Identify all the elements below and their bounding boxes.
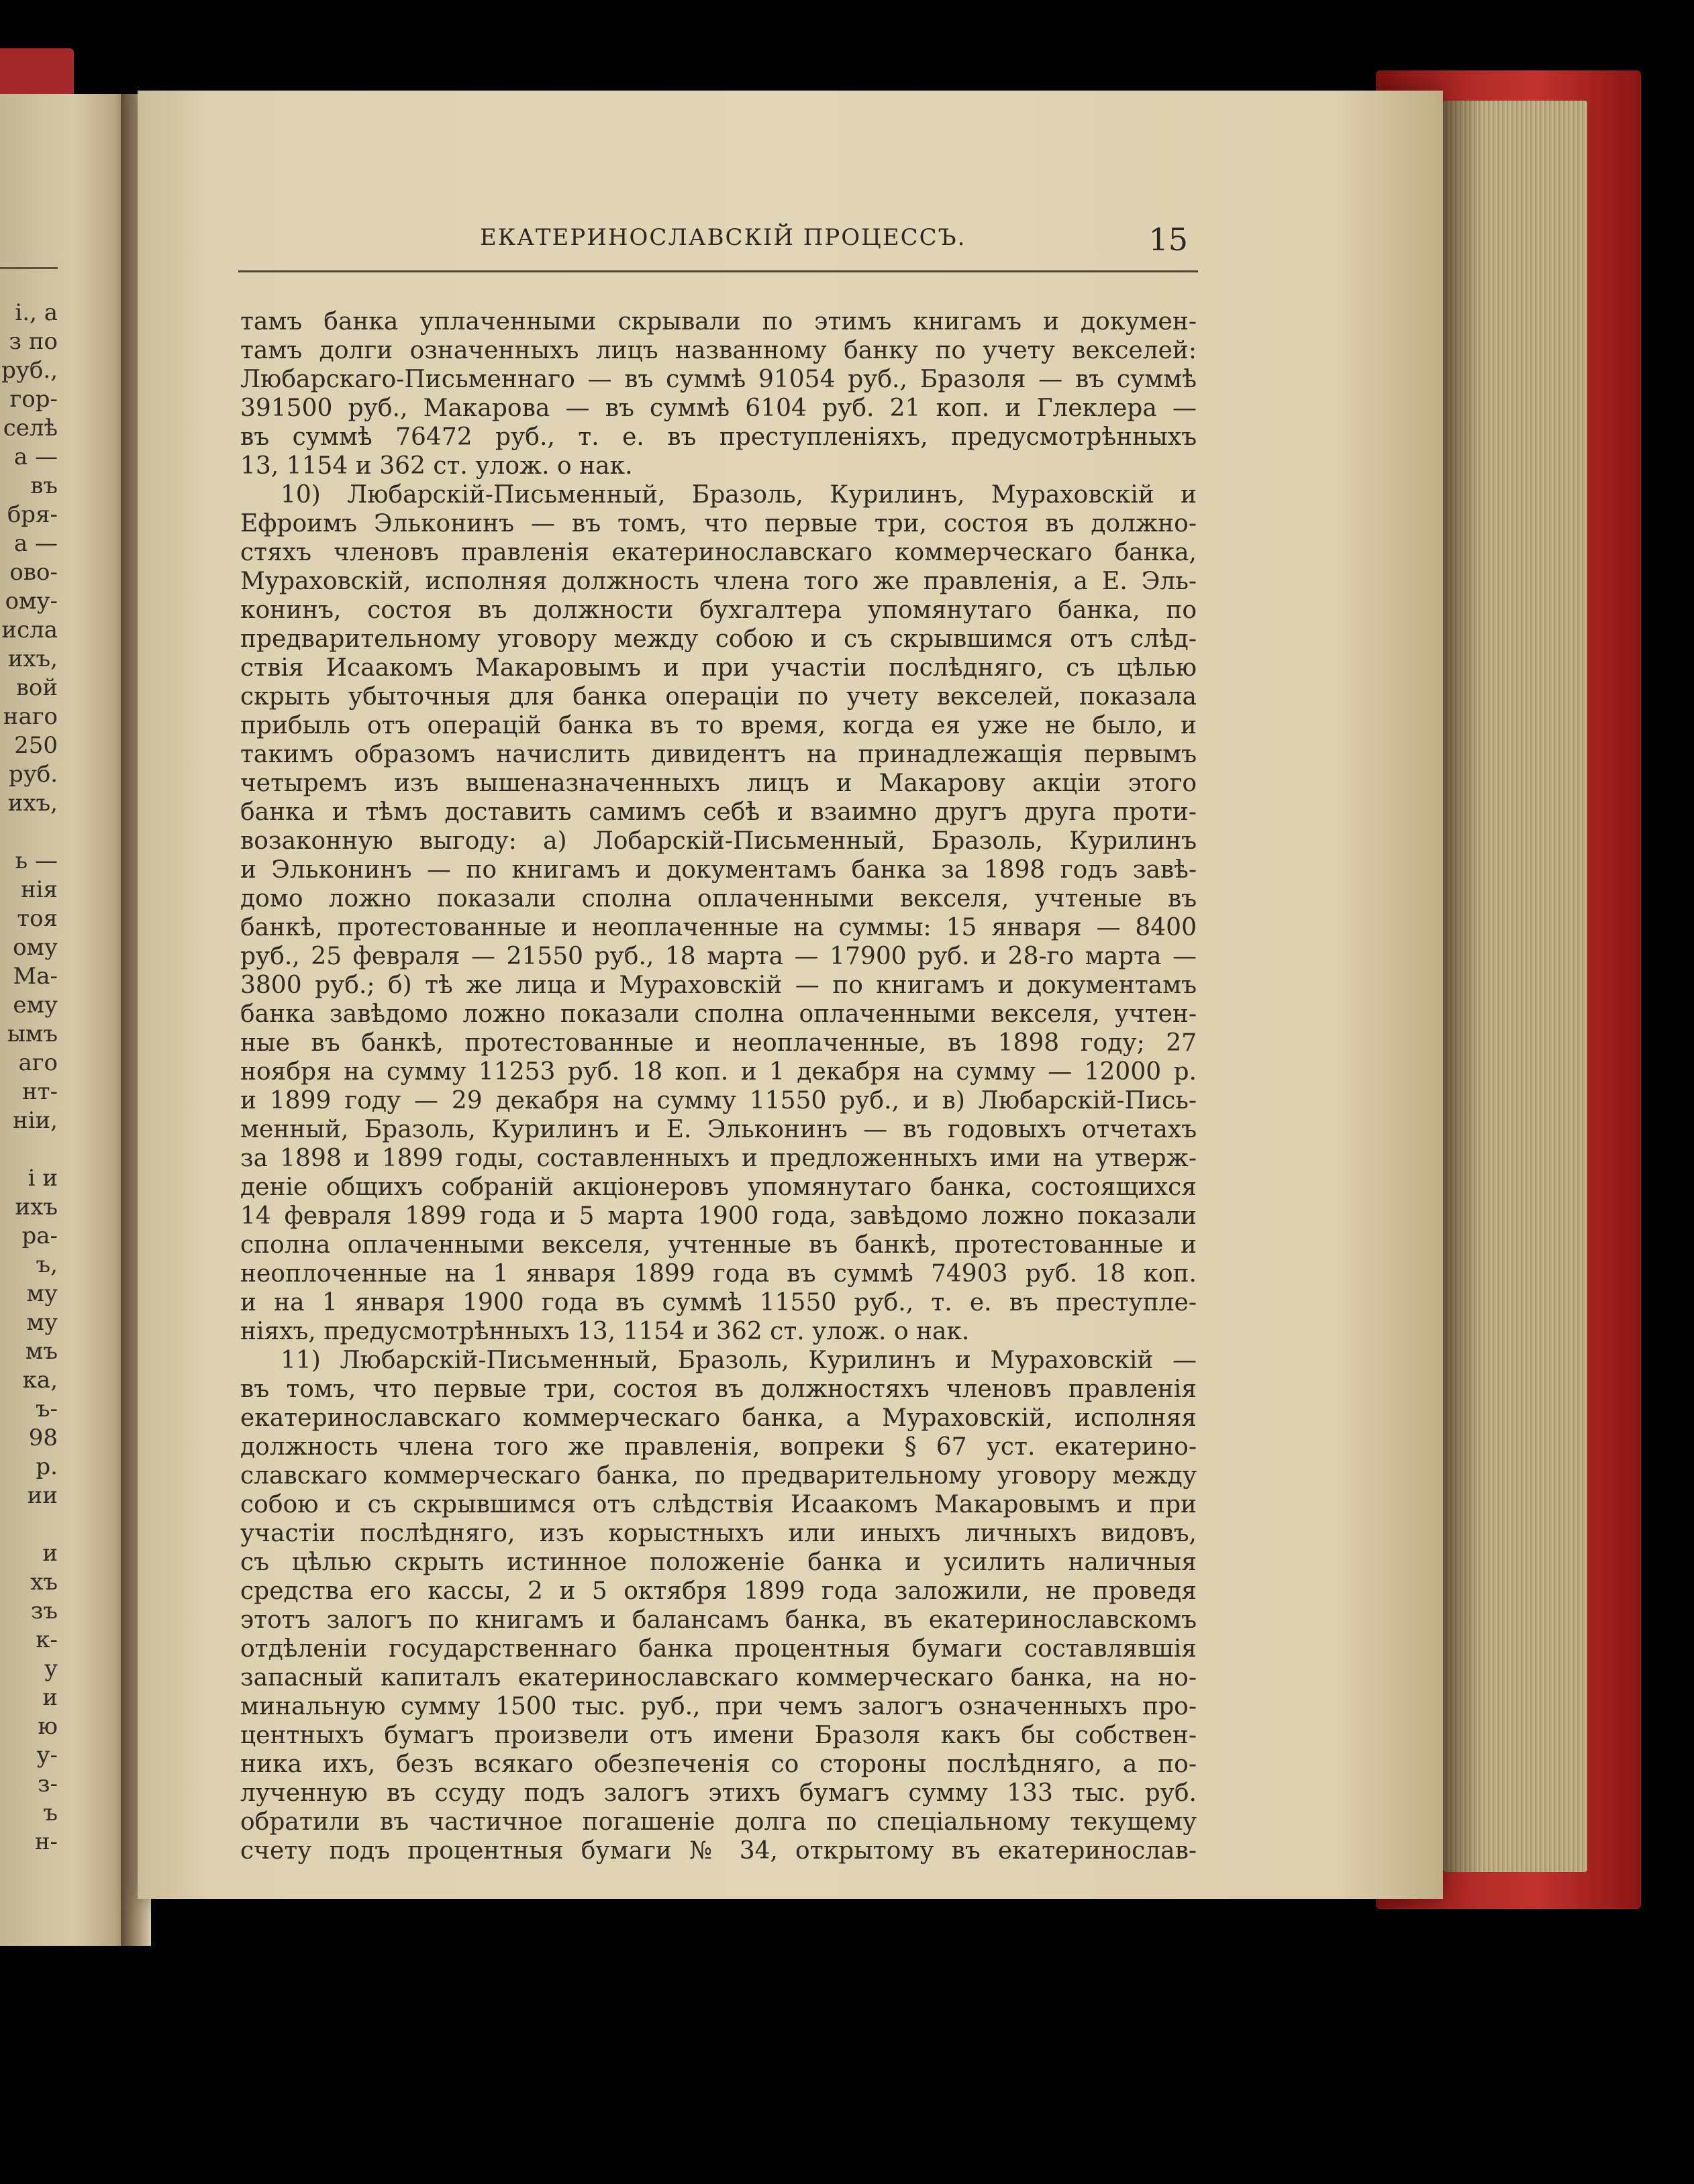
left-page-fragment — [0, 1510, 58, 1539]
left-page-fragment: і и — [28, 1165, 58, 1192]
left-page-fragment: бря- — [7, 501, 58, 528]
text-line: ноября на сумму 11253 руб. 18 коп. и 1 декабря на сумму — 12000 р. — [240, 1058, 1197, 1086]
text-line: и на 1 января 1900 года въ суммѣ 11550 руб., т. е. въ преступле- — [240, 1289, 1197, 1316]
text-line: отдѣленіи государственнаго банка процентныя бумаги составлявшія — [240, 1635, 1197, 1663]
left-page-fragment: му — [26, 1309, 58, 1336]
left-page-fragment: ъ — [43, 1800, 58, 1826]
page-number: 15 — [1148, 221, 1188, 258]
text-line: неоплоченные на 1 января 1899 года въ суммѣ 74903 руб. 18 коп. — [240, 1260, 1197, 1288]
text-line: возаконную выгоду: а) Лобарскій-Письменный, Бразоль, Курилинъ — [240, 827, 1197, 855]
left-page-fragment: гор- — [9, 386, 58, 413]
text-line: въ суммѣ 76472 руб., т. е. въ преступленіяхъ, предусмотрѣнныхъ — [240, 423, 1197, 451]
left-page-fragment: і., а — [15, 299, 58, 326]
text-line: 3800 руб.; б) тѣ же лица и Мураховскій — по книгамъ и документамъ — [240, 972, 1197, 999]
text-line: славскаго коммерческаго банка, по предварительному уговору между — [240, 1462, 1197, 1490]
left-page-fragment: ии — [27, 1482, 58, 1509]
left-page-fragment: р. — [36, 1453, 58, 1480]
left-page-fragment: ому- — [5, 588, 58, 615]
text-line: 391500 руб., Макарова — въ суммѣ 6104 руб. 21 коп. и Глеклера — — [240, 395, 1197, 422]
text-line: и 1899 году — 29 декабря на сумму 11550 руб., и в) Любарскій-Пись- — [240, 1087, 1197, 1114]
left-page-fragment: ому — [13, 934, 58, 961]
text-line: центныхъ бумагъ произвели отъ имени Бразоля какъ бы собствен- — [240, 1722, 1197, 1749]
text-line: сполна оплаченными векселя, учтенные въ банкѣ, протестованные и — [240, 1231, 1197, 1259]
left-page-fragment: руб. — [8, 761, 58, 788]
left-page-fragment: ю — [38, 1713, 58, 1740]
text-line: ные въ банкѣ, протестованные и неоплаченные, въ 1898 году; 27 — [240, 1029, 1197, 1057]
text-line: 13, 1154 и 362 ст. улож. о нак. — [240, 452, 633, 480]
left-page-fragment: Ма- — [13, 963, 58, 990]
left-page-rule — [0, 267, 58, 269]
left-page-text-fragments — [0, 299, 58, 1857]
text-line: средства его кассы, 2 и 5 октября 1899 года заложили, не проведя — [240, 1577, 1197, 1605]
text-line: 11) Любарскій-Письменный, Бразоль, Курилинъ и Мураховскій — — [281, 1347, 1197, 1374]
left-page-fragment: ка, — [22, 1367, 58, 1394]
running-head — [238, 221, 1198, 262]
left-page-fragment: исла — [1, 617, 58, 643]
left-page-fragment: селѣ — [3, 415, 58, 441]
text-line: собою и съ скрывшимся отъ слѣдствія Исаакомъ Макаровымъ и при — [240, 1491, 1197, 1518]
text-line: екатеринославскаго коммерческаго банка, а Мураховскій, исполняя — [240, 1404, 1197, 1432]
left-page-fragment: а — — [13, 530, 58, 557]
text-line: Любарскаго-Письменнаго — въ суммѣ 91054 руб., Бразоля — въ суммѣ — [240, 366, 1197, 393]
text-line: этотъ залогъ по книгамъ и балансамъ банка, въ екатеринославскомъ — [240, 1606, 1197, 1634]
left-page-fragment: нт- — [22, 1078, 58, 1105]
left-page-fragment: аго — [18, 1049, 58, 1076]
left-page-fragment: у- — [36, 1742, 58, 1769]
text-line: менный, Бразоль, Курилинъ и Е. Эльконинъ — въ годовыхъ отчетахъ — [240, 1116, 1197, 1143]
text-line: банка завѣдомо ложно показали сполна оплаченными векселя, учтен- — [240, 1000, 1197, 1028]
text-line: скрыть убыточныя для банка операціи по учету векселей, показала — [240, 683, 1197, 711]
left-page-fragment: ь — — [15, 847, 58, 874]
left-page-fragment: 98 — [28, 1424, 58, 1451]
left-page-fragment: му — [26, 1280, 58, 1307]
text-line: за 1898 и 1899 годы, составленныхъ и предложенныхъ ими на утверж- — [240, 1145, 1197, 1172]
left-page-fragment: ему — [13, 992, 58, 1019]
left-page-fragment: и — [42, 1540, 58, 1567]
text-line: домо ложно показали сполна оплаченными векселя, учтеные въ — [240, 885, 1197, 913]
left-page-fragment: нія — [21, 876, 58, 903]
left-page-fragment: ъ, — [36, 1251, 58, 1278]
left-page-fragment: тоя — [17, 905, 58, 932]
left-page-fragment: наго — [3, 703, 58, 730]
page-block-shadow — [1443, 101, 1483, 1872]
left-page-fragment: зъ — [30, 1598, 58, 1624]
text-line: обратили въ частичное погашеніе долга по спеціальному текущему — [240, 1808, 1197, 1836]
left-page-fragment: ово- — [9, 559, 58, 586]
left-page-fragment: ихъ, — [7, 790, 58, 817]
text-line: четыремъ изъ вышеназначенныхъ лицъ и Макарову акціи этого — [240, 770, 1197, 797]
left-page-fragment: ъ- — [35, 1396, 58, 1422]
left-page-fragment: з по — [9, 328, 58, 355]
left-page-fragment: ніи, — [12, 1107, 58, 1134]
text-line: лученную въ ссуду подъ залогъ этихъ бумагъ сумму 133 тыс. руб. — [240, 1779, 1197, 1807]
text-line: стяхъ членовъ правленія екатеринославскаго коммерческаго банка, — [240, 539, 1197, 566]
text-line: ствія Исаакомъ Макаровымъ и при участіи послѣдняго, съ цѣлью — [240, 654, 1197, 682]
text-line: Ефроимъ Эльконинъ — въ томъ, что первые три, состоя въ должно- — [240, 510, 1197, 537]
text-line: тамъ банка уплаченными скрывали по этимъ книгамъ и докумен- — [240, 308, 1197, 335]
text-line: счету подъ процентныя бумаги № 34, открытому въ екатеринослав- — [240, 1837, 1197, 1865]
left-page-fragment: з- — [37, 1771, 58, 1798]
body-text — [240, 307, 1197, 1865]
text-line: такимъ образомъ начислить дивидентъ на принадлежащія первымъ — [240, 741, 1197, 768]
text-line: банкѣ, протестованные и неоплаченные на суммы: 15 января — 8400 — [240, 914, 1197, 941]
left-page-fragment: у — [44, 1655, 58, 1682]
left-page-fragment: вой — [15, 674, 58, 701]
text-line: съ цѣлью скрыть истинное положеніе банка и усилить наличныя — [240, 1549, 1197, 1576]
left-page-fragment: н- — [34, 1828, 58, 1855]
left-page-fragment: ымъ — [7, 1021, 58, 1047]
text-line: 10) Любарскій-Письменный, Бразоль, Курилинъ, Мураховскій и — [281, 481, 1197, 509]
left-page-fragment: хъ — [30, 1569, 58, 1596]
left-page-fragment: ихъ — [15, 1194, 58, 1220]
left-page-fragment: руб., — [1, 357, 58, 384]
text-line: прибыль отъ операцій банка въ то время, когда ея уже не было, и — [240, 712, 1197, 739]
left-page-fragment — [0, 818, 58, 847]
text-line: 14 февраля 1899 года и 5 марта 1900 года, завѣдомо ложно показали — [240, 1202, 1197, 1230]
running-title: ЕКАТЕРИНОСЛАВСКІЙ ПРОЦЕССЪ. — [480, 224, 966, 251]
left-page-fragment: и — [42, 1684, 58, 1711]
text-line: участіи послѣдняго, изъ корыстныхъ или иныхъ личныхъ видовъ, — [240, 1520, 1197, 1547]
left-page-fragment: а — — [13, 444, 58, 470]
left-page-fragment: 250 — [14, 732, 58, 759]
left-page-fragment: ихъ, — [7, 645, 58, 672]
text-line: запасный капиталъ екатеринославскаго коммерческаго банка, на но- — [240, 1664, 1197, 1692]
text-line: руб., 25 февраля — 21550 руб., 18 марта — 17900 руб. и 28-го марта — — [240, 943, 1197, 970]
text-line: предварительному уговору между собою и съ скрывшимся отъ слѣд- — [240, 625, 1197, 653]
left-page-fragment: к- — [36, 1626, 58, 1653]
left-facing-page — [0, 94, 134, 1946]
text-line: конинъ, состоя въ должности бухгалтера упомянутаго банка, по — [240, 596, 1197, 624]
text-line: и Эльконинъ — по книгамъ и документамъ банка за 1898 годъ завѣ- — [240, 856, 1197, 884]
left-page-fragment: мъ — [25, 1338, 58, 1365]
text-line: банка и тѣмъ доставить самимъ себѣ и взаимно другъ друга проти- — [240, 798, 1197, 826]
text-line: ника ихъ, безъ всякаго обезпеченія со стороны послѣдняго, а по- — [240, 1751, 1197, 1778]
left-page-fragment — [0, 1135, 58, 1164]
text-line: Мураховскій, исполняя должность члена того же правленія, а Е. Эль- — [240, 568, 1197, 595]
text-line: въ томъ, что первые три, состоя въ должностяхъ членовъ правленія — [240, 1375, 1197, 1403]
text-line: деніе общихъ собраній акціонеровъ упомянутаго банка, состоящихся — [240, 1174, 1197, 1201]
text-line: должность члена того же правленія, вопреки § 67 уст. екатерино- — [240, 1433, 1197, 1461]
left-page-fragment: въ — [30, 472, 58, 499]
header-rule — [238, 270, 1198, 272]
text-line: ніяхъ, предусмотрѣнныхъ 13, 1154 и 362 ст. улож. о нак. — [240, 1318, 970, 1345]
left-page-fragment: ра- — [21, 1223, 58, 1249]
text-line: тамъ долги означенныхъ лицъ названному банку по учету векселей: — [240, 337, 1197, 364]
text-line: минальную сумму 1500 тыс. руб., при чемъ залогъ означенныхъ про- — [240, 1693, 1197, 1720]
